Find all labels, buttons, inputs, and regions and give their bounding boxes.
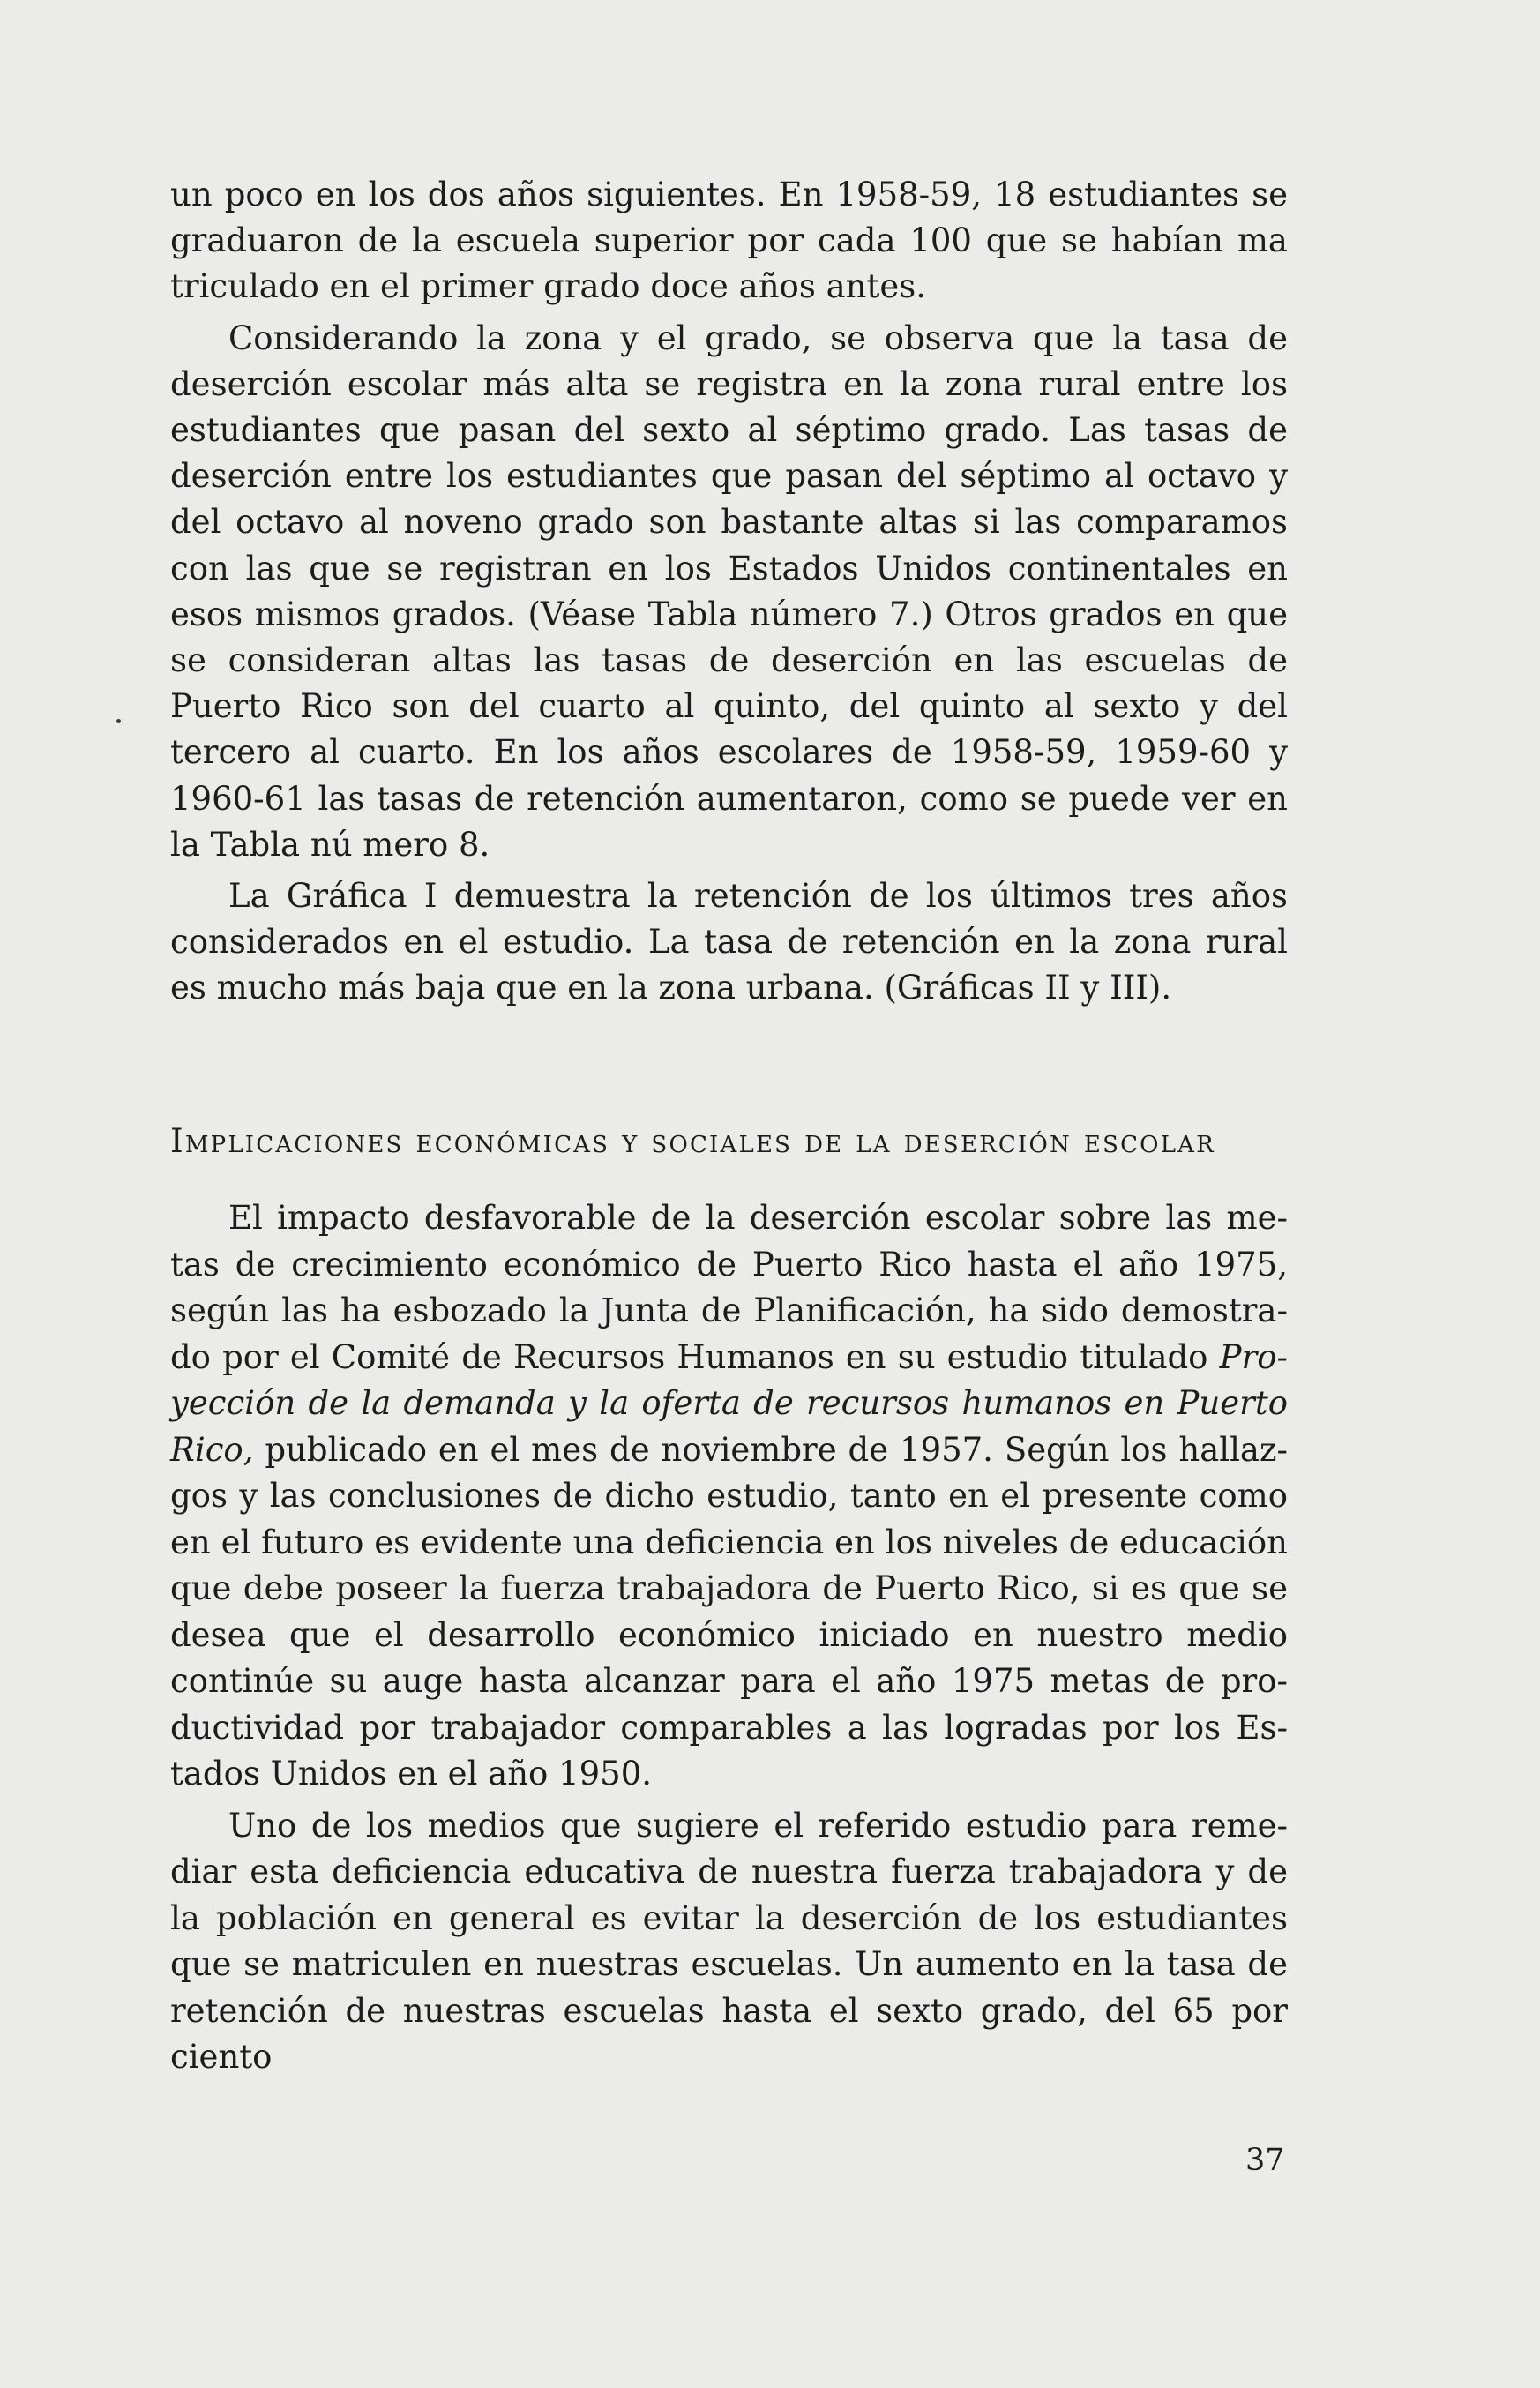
text-segment: Uno de los medios que sugiere el referido estudio para remediar esta deficiencia educativa de nuestra fuerza trabajadora y de la población en general es evitar la deserción de los estudiantes que se matriculen en nuestras escuelas. Un aumento en la tasa de retención de nuestras escuelas hasta el sexto grado, del 65 por ciento bbox=[170, 1806, 1288, 2076]
paragraph-5 bbox=[170, 1803, 1288, 2081]
body-text-top bbox=[170, 172, 1288, 1012]
text-segment: El impacto desfavorable de la deserción escolar sobre las metas de crecimiento económico de Puerto Rico hasta el año 1975, según las ha esbozado la Junta de Planificación, ha sido demostrado por el Comité de Recursos Humanos en su estudio titulado bbox=[170, 1199, 1288, 1376]
text-line: es mucho más baja que en la zona urbana. (Gráficas II y III). bbox=[170, 969, 1172, 1007]
section-heading: Implicaciones económicas y sociales de la deserción escolar bbox=[170, 1122, 1215, 1160]
text-line: un poco en los dos años siguientes. En 1958-59, 18 estudiantes se bbox=[170, 176, 1288, 213]
paragraph-3 bbox=[170, 873, 1288, 1012]
paragraph-1 bbox=[170, 172, 1288, 311]
text-line: y del octavo al noveno grado son bastante altas si las comparamos bbox=[170, 457, 1288, 542]
text-line: tasas de retención aumentaron, como se puede ver en la Tabla nú bbox=[170, 779, 1288, 864]
text-line: La Gráfica I demuestra la retención de los últimos tres años bbox=[228, 877, 1288, 916]
text-line: triculado en el primer grado doce años antes. bbox=[170, 267, 926, 306]
text-line: mero 8. bbox=[363, 825, 490, 864]
text-line: mismos grados. (Véase Tabla número 7.) Otros grados en que se bbox=[170, 595, 1288, 680]
text-segment: publicado en el mes de noviembre de 1957. Según los hallazgos y las conclusiones de dicho estudio, tanto en el presente como en el futuro es evidente una deficiencia en los niveles de educación que debe poseer la fuerza trabajadora de Puerto Rico, si es que se desea que el desarrollo económico iniciado en nuestro medio continúe su auge hasta alcanzar para el año 1975 metas de productividad por trabajador comparables a las logradas por los Estados Unidos en el año 1950. bbox=[170, 1430, 1288, 1793]
page-number: 37 bbox=[1245, 2143, 1285, 2178]
text-line: Considerando la zona y el grado, se observa que la tasa de bbox=[228, 318, 1288, 357]
text-line: estudiantes que pasan del sexto al séptimo grado. Las tasas de bbox=[170, 411, 1288, 450]
text-line: deserción entre los estudiantes que pasan del séptimo al octavo bbox=[170, 457, 1270, 496]
publication-title: Proyección de la demanda y la oferta de recursos humanos en Puerto Rico, bbox=[170, 1337, 1288, 1469]
paragraph-2 bbox=[170, 316, 1288, 868]
text-line: deserción escolar más alta se registra en la zona rural entre los bbox=[170, 364, 1288, 403]
paragraph-4 bbox=[170, 1195, 1288, 1798]
text-line: consideran altas las tasas de deserción en las escuelas de Puerto bbox=[170, 641, 1288, 726]
text-line: graduaron de la escuela superior por cada 100 que se habían ma bbox=[170, 221, 1288, 260]
body-text-bottom bbox=[170, 1195, 1288, 2081]
text-line: Rico son del cuarto al quinto, del quinto al sexto y del tercero bbox=[170, 687, 1289, 772]
text-line: con las que se registran en los Estados Unidos continentales en esos bbox=[170, 549, 1288, 633]
text-line: al cuarto. En los años escolares de 1958-59, 1959-60 y 1960-61 las bbox=[170, 733, 1289, 818]
text-line: considerados en el estudio. La tasa de retención en la zona rural bbox=[170, 923, 1288, 962]
print-speck bbox=[116, 719, 121, 723]
